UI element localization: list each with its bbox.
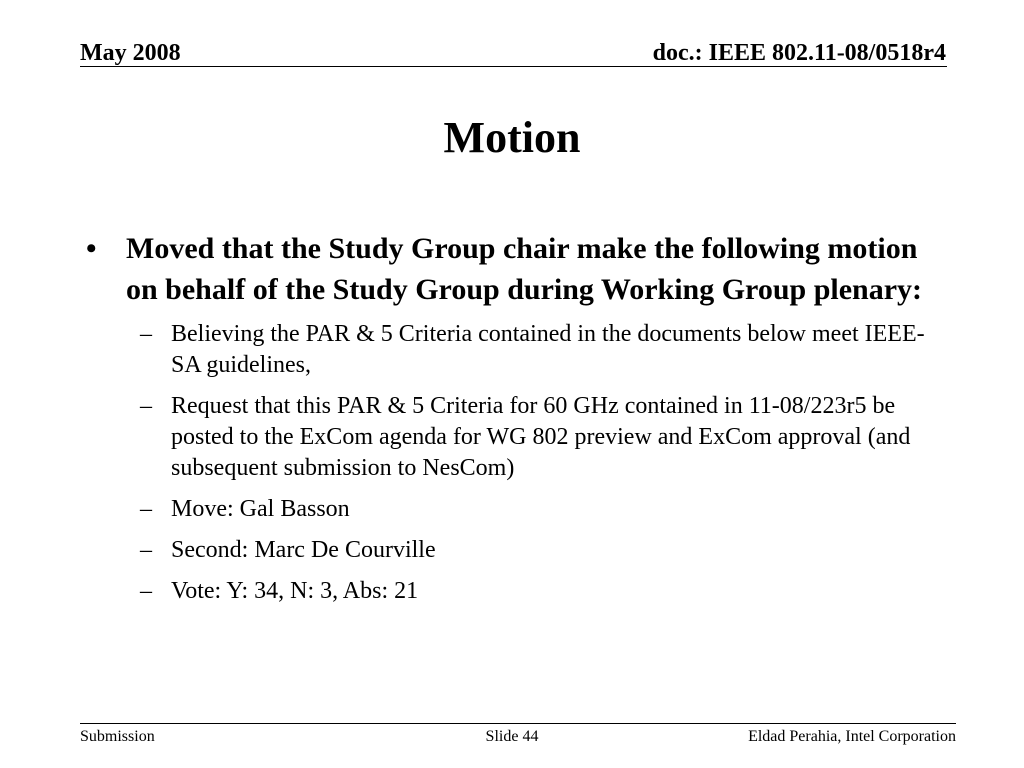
dash-marker: –	[140, 578, 152, 604]
sub-bullet-item	[84, 319, 944, 381]
footer-divider	[80, 723, 956, 724]
slide-body	[84, 228, 944, 617]
footer-slide-number: Slide 44	[485, 728, 539, 745]
header-doc-id: doc.: IEEE 802.11-08/0518r4	[652, 40, 946, 66]
sub-bullet-text: Believing the PAR & 5 Criteria contained in the documents below meet IEEE-SA guidelines,	[171, 321, 925, 378]
main-bullet-text: Moved that the Study Group chair make the following motion on behalf of the Study Group during Working Group plenary:	[126, 232, 923, 306]
dash-marker: –	[140, 321, 152, 347]
header-date: May 2008	[80, 40, 181, 66]
sub-bullet-item	[84, 391, 944, 484]
header-divider	[80, 66, 947, 67]
dash-marker: –	[140, 537, 152, 563]
slide-title: Motion	[443, 113, 581, 162]
dash-marker: –	[140, 496, 152, 522]
sub-bullet-text: Request that this PAR & 5 Criteria for 60 GHz contained in 11-08/223r5 be posted to the ExCom agenda for WG 802 preview and ExCom approval (and subsequent submission to NesCom)	[171, 393, 911, 481]
sub-bullet-text: Move: Gal Basson	[171, 496, 350, 522]
sub-bullet-item	[84, 494, 944, 525]
footer-author: Eldad Perahia, Intel Corporation	[748, 728, 956, 745]
sub-bullet-text: Vote: Y: 34, N: 3, Abs: 21	[171, 578, 419, 604]
sub-bullet-text: Second: Marc De Courville	[171, 537, 436, 563]
dash-marker: –	[140, 393, 152, 419]
main-bullet	[84, 228, 944, 310]
sub-bullet-item	[84, 535, 944, 566]
sub-bullet-item	[84, 576, 944, 607]
footer-submission: Submission	[80, 728, 155, 745]
bullet-marker: •	[86, 232, 97, 265]
sub-bullet-list	[84, 319, 944, 607]
